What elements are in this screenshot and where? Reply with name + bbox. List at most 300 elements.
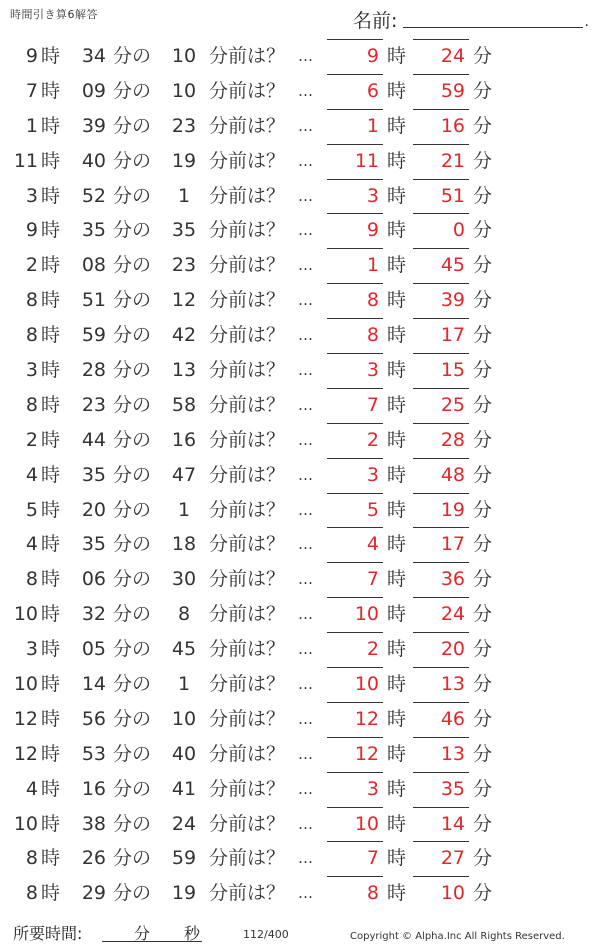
answer-minute-blank[interactable] — [413, 667, 469, 668]
problem-row — [0, 807, 600, 842]
answer-minute-unit: 分 — [473, 742, 493, 765]
answer-minute-unit: 分 — [473, 428, 493, 451]
sheet-title: 時間引き算6解答 — [10, 8, 98, 21]
minutes-before-label: 分前は？ — [209, 742, 286, 765]
minute-of-label: 分の — [113, 847, 152, 870]
answer-minute-unit: 分 — [473, 254, 493, 277]
minutes-before-label: 分前は？ — [209, 393, 286, 416]
ellipsis: … — [298, 221, 313, 240]
problem-hour: 8 — [25, 568, 38, 591]
problem-minutes-before: 1 — [177, 673, 191, 696]
ellipsis: … — [298, 186, 313, 205]
problem-minute: 32 — [81, 603, 106, 626]
problem-minute: 20 — [81, 498, 106, 521]
problem-hour: 2 — [25, 428, 38, 451]
problem-minute: 08 — [81, 254, 106, 277]
answer-hour-blank[interactable] — [327, 807, 383, 808]
answer-minute-unit: 分 — [473, 673, 493, 696]
hour-unit-label: 時 — [41, 79, 61, 102]
hour-unit-label: 時 — [41, 603, 61, 626]
answer-hour-blank[interactable] — [327, 144, 383, 145]
answer-hour: 8 — [366, 289, 379, 312]
problem-row — [0, 527, 600, 562]
ellipsis: … — [298, 779, 313, 798]
answer-hour-blank[interactable] — [327, 597, 383, 598]
answer-minute: 17 — [440, 324, 465, 347]
minute-of-label: 分の — [113, 673, 152, 696]
problem-minutes-before: 42 — [171, 324, 197, 347]
problem-hour: 8 — [25, 847, 38, 870]
answer-minute-blank[interactable] — [413, 772, 469, 773]
answer-hour-unit: 時 — [387, 463, 407, 486]
minutes-before-label: 分前は？ — [209, 149, 286, 172]
answer-minute: 17 — [440, 533, 465, 556]
hour-unit-label: 時 — [41, 673, 61, 696]
minutes-before-label: 分前は？ — [209, 673, 286, 696]
answer-minute-unit: 分 — [473, 603, 493, 626]
minutes-before-label: 分前は？ — [209, 498, 286, 521]
answer-hour-blank[interactable] — [327, 109, 383, 110]
problem-row — [0, 213, 600, 248]
answer-minute-unit: 分 — [473, 324, 493, 347]
answer-hour-unit: 時 — [387, 219, 407, 242]
hour-unit-label: 時 — [41, 812, 61, 835]
elapsed-min-label: 分 — [134, 924, 151, 943]
answer-hour-blank[interactable] — [327, 213, 383, 214]
problem-minutes-before: 24 — [171, 812, 197, 835]
minutes-before-label: 分前は？ — [209, 707, 286, 730]
answer-minute-blank[interactable] — [413, 39, 469, 40]
answer-minute-blank[interactable] — [413, 493, 469, 494]
answer-minute-unit: 分 — [473, 359, 493, 382]
minutes-before-label: 分前は？ — [209, 45, 286, 67]
elapsed-sec-label: 秒 — [184, 924, 201, 943]
answer-hour-unit: 時 — [387, 324, 407, 347]
answer-minute-blank[interactable] — [413, 841, 469, 842]
answer-minute: 13 — [440, 742, 465, 765]
problem-hour: 9 — [25, 219, 38, 242]
answer-hour-unit: 時 — [387, 393, 407, 416]
minutes-before-label: 分前は？ — [209, 184, 286, 207]
ellipsis: … — [298, 395, 313, 414]
problem-minutes-before: 19 — [171, 882, 197, 905]
problem-row — [0, 841, 600, 876]
ellipsis: … — [298, 81, 313, 100]
answer-minute-unit: 分 — [473, 812, 493, 835]
answer-hour: 11 — [354, 149, 379, 172]
answer-minute: 59 — [440, 79, 465, 102]
ellipsis: … — [298, 116, 313, 135]
hour-unit-label: 時 — [41, 219, 61, 242]
problem-minutes-before: 18 — [171, 533, 197, 556]
minute-of-label: 分の — [113, 498, 152, 521]
answer-minute: 13 — [440, 673, 465, 696]
hour-unit-label: 時 — [41, 359, 61, 382]
problem-list — [0, 39, 600, 911]
problem-row — [0, 597, 600, 632]
hour-unit-label: 時 — [41, 463, 61, 486]
hour-unit-label: 時 — [41, 289, 61, 312]
problem-minute: 38 — [81, 812, 106, 835]
problem-row — [0, 144, 600, 179]
problem-row — [0, 737, 600, 772]
minutes-before-label: 分前は？ — [209, 324, 286, 347]
answer-hour-blank[interactable] — [327, 179, 383, 180]
answer-hour-unit: 時 — [387, 114, 407, 137]
minutes-before-label: 分前は？ — [209, 603, 286, 626]
hour-unit-label: 時 — [41, 638, 61, 661]
answer-minute: 45 — [440, 254, 465, 277]
answer-minute-blank[interactable] — [413, 876, 469, 877]
problem-row — [0, 353, 600, 388]
ellipsis: … — [298, 361, 313, 380]
hour-unit-label: 時 — [41, 184, 61, 207]
answer-minute-blank[interactable] — [413, 702, 469, 703]
answer-minute-blank[interactable] — [413, 353, 469, 354]
ellipsis: … — [298, 326, 313, 345]
answer-minute-blank[interactable] — [413, 109, 469, 110]
elapsed-time-label: 所要時間: — [13, 924, 83, 943]
hour-unit-label: 時 — [41, 114, 61, 137]
problem-row — [0, 248, 600, 283]
problem-minutes-before: 23 — [171, 114, 197, 137]
problem-minute: 23 — [81, 393, 106, 416]
ellipsis: … — [298, 884, 313, 903]
answer-hour-unit: 時 — [387, 847, 407, 870]
answer-minute: 27 — [440, 847, 465, 870]
ellipsis: … — [298, 570, 313, 589]
answer-minute-unit: 分 — [473, 847, 493, 870]
hour-unit-label: 時 — [41, 393, 61, 416]
answer-hour-unit: 時 — [387, 289, 407, 312]
answer-minute-blank[interactable] — [413, 562, 469, 563]
answer-hour-blank[interactable] — [327, 423, 383, 424]
problem-hour: 4 — [25, 533, 38, 556]
answer-minute-blank[interactable] — [413, 423, 469, 424]
answer-hour: 9 — [366, 45, 379, 67]
ellipsis: … — [298, 535, 313, 554]
answer-minute-blank[interactable] — [413, 213, 469, 214]
answer-minute: 46 — [440, 707, 465, 730]
problem-minutes-before: 10 — [171, 45, 197, 67]
answer-hour-unit: 時 — [387, 533, 407, 556]
answer-minute: 0 — [452, 219, 465, 242]
minutes-before-label: 分前は？ — [209, 777, 286, 800]
problem-minutes-before: 19 — [171, 149, 197, 172]
answer-hour-blank[interactable] — [327, 632, 383, 633]
problem-minutes-before: 13 — [171, 359, 197, 382]
answer-hour: 10 — [354, 603, 379, 626]
minute-of-label: 分の — [113, 463, 152, 486]
answer-minute-blank[interactable] — [413, 283, 469, 284]
page-number: 112/400 — [243, 928, 289, 941]
hour-unit-label: 時 — [41, 254, 61, 277]
minute-of-label: 分の — [113, 359, 152, 382]
minutes-before-label: 分前は？ — [209, 568, 286, 591]
hour-unit-label: 時 — [41, 847, 61, 870]
answer-minute-blank[interactable] — [413, 144, 469, 145]
ellipsis: … — [298, 151, 313, 170]
minutes-before-label: 分前は？ — [209, 359, 286, 382]
problem-minutes-before: 10 — [171, 79, 197, 102]
hour-unit-label: 時 — [41, 742, 61, 765]
problem-minutes-before: 58 — [171, 393, 197, 416]
hour-unit-label: 時 — [41, 777, 61, 800]
answer-hour-unit: 時 — [387, 638, 407, 661]
answer-minute-unit: 分 — [473, 498, 493, 521]
answer-hour: 2 — [366, 428, 379, 451]
answer-minute: 51 — [440, 184, 465, 207]
answer-hour-blank[interactable] — [327, 527, 383, 528]
problem-minutes-before: 30 — [171, 568, 197, 591]
minutes-before-label: 分前は？ — [209, 882, 286, 905]
answer-minute-blank[interactable] — [413, 388, 469, 389]
problem-minute: 35 — [81, 219, 106, 242]
minute-of-label: 分の — [113, 393, 152, 416]
answer-hour-blank[interactable] — [327, 562, 383, 563]
answer-hour-blank[interactable] — [327, 318, 383, 319]
problem-hour: 8 — [25, 289, 38, 312]
answer-hour: 3 — [366, 463, 379, 486]
problem-minute: 29 — [81, 882, 106, 905]
minute-of-label: 分の — [113, 428, 152, 451]
problem-minute: 51 — [81, 289, 106, 312]
answer-hour: 3 — [366, 359, 379, 382]
answer-hour-unit: 時 — [387, 742, 407, 765]
problem-hour: 12 — [13, 742, 38, 765]
problem-hour: 5 — [25, 498, 38, 521]
problem-minute: 35 — [81, 463, 106, 486]
answer-hour-blank[interactable] — [327, 772, 383, 773]
problem-minutes-before: 8 — [177, 603, 191, 626]
answer-hour: 10 — [354, 812, 379, 835]
answer-minute-blank[interactable] — [413, 74, 469, 75]
answer-minute-unit: 分 — [473, 882, 493, 905]
hour-unit-label: 時 — [41, 568, 61, 591]
answer-minute-unit: 分 — [473, 149, 493, 172]
answer-hour: 1 — [366, 254, 379, 277]
answer-hour-blank[interactable] — [327, 702, 383, 703]
minute-of-label: 分の — [113, 603, 152, 626]
problem-row — [0, 667, 600, 702]
minutes-before-label: 分前は？ — [209, 638, 286, 661]
answer-minute-unit: 分 — [473, 184, 493, 207]
hour-unit-label: 時 — [41, 428, 61, 451]
answer-minute: 35 — [440, 777, 465, 800]
problem-minutes-before: 35 — [171, 219, 197, 242]
hour-unit-label: 時 — [41, 149, 61, 172]
problem-minutes-before: 1 — [177, 498, 191, 521]
minutes-before-label: 分前は？ — [209, 463, 286, 486]
ellipsis: … — [298, 849, 313, 868]
answer-hour-blank[interactable] — [327, 283, 383, 284]
problem-hour: 10 — [13, 603, 38, 626]
answer-minute: 28 — [440, 428, 465, 451]
answer-hour: 1 — [366, 114, 379, 137]
answer-hour: 5 — [366, 498, 379, 521]
problem-hour: 9 — [25, 45, 38, 67]
name-label: 名前: — [353, 10, 398, 32]
minutes-before-label: 分前は？ — [209, 219, 286, 242]
problem-hour: 8 — [25, 324, 38, 347]
problem-minute: 09 — [81, 79, 106, 102]
answer-minute: 16 — [440, 114, 465, 137]
answer-hour-unit: 時 — [387, 79, 407, 102]
problem-row — [0, 632, 600, 667]
answer-hour-unit: 時 — [387, 707, 407, 730]
minute-of-label: 分の — [113, 533, 152, 556]
hour-unit-label: 時 — [41, 498, 61, 521]
answer-hour-unit: 時 — [387, 812, 407, 835]
problem-row — [0, 562, 600, 597]
minute-of-label: 分の — [113, 254, 152, 277]
answer-hour-unit: 時 — [387, 673, 407, 696]
minutes-before-label: 分前は？ — [209, 847, 286, 870]
problem-hour: 2 — [25, 254, 38, 277]
answer-hour-blank[interactable] — [327, 876, 383, 877]
problem-minute: 16 — [81, 777, 106, 800]
answer-hour-unit: 時 — [387, 568, 407, 591]
problem-hour: 3 — [25, 638, 38, 661]
problem-hour: 4 — [25, 777, 38, 800]
answer-minute-unit: 分 — [473, 393, 493, 416]
answer-minute-blank[interactable] — [413, 248, 469, 249]
answer-hour: 7 — [366, 847, 379, 870]
ellipsis: … — [298, 291, 313, 310]
ellipsis: … — [298, 814, 313, 833]
problem-row — [0, 283, 600, 318]
answer-hour-unit: 時 — [387, 359, 407, 382]
problem-row — [0, 772, 600, 807]
answer-hour: 12 — [354, 707, 379, 730]
answer-hour-blank[interactable] — [327, 388, 383, 389]
answer-minute-unit: 分 — [473, 219, 493, 242]
answer-hour-unit: 時 — [387, 603, 407, 626]
problem-minute: 35 — [81, 533, 106, 556]
answer-hour-blank[interactable] — [327, 248, 383, 249]
answer-minute-blank[interactable] — [413, 737, 469, 738]
problem-minute: 28 — [81, 359, 106, 382]
answer-minute-unit: 分 — [473, 463, 493, 486]
problem-minute: 14 — [81, 673, 106, 696]
hour-unit-label: 時 — [41, 45, 61, 67]
answer-minute-blank[interactable] — [413, 318, 469, 319]
problem-hour: 12 — [13, 707, 38, 730]
answer-minute-unit: 分 — [473, 777, 493, 800]
ellipsis: … — [298, 640, 313, 659]
name-dot: . — [584, 14, 589, 30]
answer-hour-unit: 時 — [387, 149, 407, 172]
problem-minute: 26 — [81, 847, 106, 870]
answer-hour-blank[interactable] — [327, 493, 383, 494]
answer-hour-blank[interactable] — [327, 353, 383, 354]
answer-hour: 9 — [366, 219, 379, 242]
problem-row — [0, 109, 600, 144]
minute-of-label: 分の — [113, 324, 152, 347]
ellipsis: … — [298, 709, 313, 728]
minute-of-label: 分の — [113, 777, 152, 800]
problem-hour: 4 — [25, 463, 38, 486]
problem-row — [0, 493, 600, 528]
answer-minute-blank[interactable] — [413, 458, 469, 459]
minutes-before-label: 分前は？ — [209, 812, 286, 835]
answer-hour-unit: 時 — [387, 498, 407, 521]
answer-minute-unit: 分 — [473, 79, 493, 102]
answer-minute: 24 — [440, 45, 465, 67]
ellipsis: … — [298, 675, 313, 694]
minute-of-label: 分の — [113, 568, 152, 591]
problem-minute: 52 — [81, 184, 106, 207]
problem-minutes-before: 41 — [171, 777, 197, 800]
answer-hour-unit: 時 — [387, 428, 407, 451]
minutes-before-label: 分前は？ — [209, 79, 286, 102]
answer-minute: 21 — [440, 149, 465, 172]
answer-minute-blank[interactable] — [413, 807, 469, 808]
minute-of-label: 分の — [113, 882, 152, 905]
problem-hour: 8 — [25, 393, 38, 416]
hour-unit-label: 時 — [41, 882, 61, 905]
problem-minute: 59 — [81, 324, 106, 347]
answer-hour-blank[interactable] — [327, 667, 383, 668]
problem-row — [0, 74, 600, 109]
answer-minute: 14 — [440, 812, 465, 835]
ellipsis: … — [298, 500, 313, 519]
minutes-before-label: 分前は？ — [209, 254, 286, 277]
answer-hour-unit: 時 — [387, 254, 407, 277]
copyright-notice: Copyright © Alpha.Inc All Rights Reserved. — [350, 931, 565, 942]
answer-minute-blank[interactable] — [413, 527, 469, 528]
answer-hour: 2 — [366, 638, 379, 661]
ellipsis: … — [298, 47, 313, 65]
answer-minute-blank[interactable] — [413, 597, 469, 598]
minute-of-label: 分の — [113, 184, 152, 207]
answer-hour-blank[interactable] — [327, 458, 383, 459]
answer-minute: 15 — [440, 359, 465, 382]
answer-minute: 48 — [440, 463, 465, 486]
answer-minute: 24 — [440, 603, 465, 626]
answer-hour-blank[interactable] — [327, 39, 383, 40]
answer-hour-blank[interactable] — [327, 841, 383, 842]
problem-row — [0, 702, 600, 737]
problem-minutes-before: 16 — [171, 428, 197, 451]
minute-of-label: 分の — [113, 45, 152, 67]
answer-hour: 8 — [366, 882, 379, 905]
name-field[interactable] — [353, 4, 593, 32]
problem-row — [0, 318, 600, 353]
answer-minute-blank[interactable] — [413, 179, 469, 180]
problem-minute: 05 — [81, 638, 106, 661]
problem-hour: 3 — [25, 359, 38, 382]
answer-hour-blank[interactable] — [327, 74, 383, 75]
answer-hour: 7 — [366, 393, 379, 416]
answer-minute-unit: 分 — [473, 568, 493, 591]
answer-minute: 25 — [440, 393, 465, 416]
problem-minutes-before: 45 — [171, 638, 197, 661]
problem-row — [0, 876, 600, 911]
hour-unit-label: 時 — [41, 533, 61, 556]
answer-minute-blank[interactable] — [413, 632, 469, 633]
problem-minutes-before: 1 — [177, 184, 191, 207]
problem-row — [0, 388, 600, 423]
minutes-before-label: 分前は？ — [209, 289, 286, 312]
answer-minute-unit: 分 — [473, 533, 493, 556]
answer-hour-blank[interactable] — [327, 737, 383, 738]
problem-minute: 06 — [81, 568, 106, 591]
answer-minute: 19 — [440, 498, 465, 521]
ellipsis: … — [298, 605, 313, 624]
problem-row — [0, 458, 600, 493]
problem-minutes-before: 23 — [171, 254, 197, 277]
